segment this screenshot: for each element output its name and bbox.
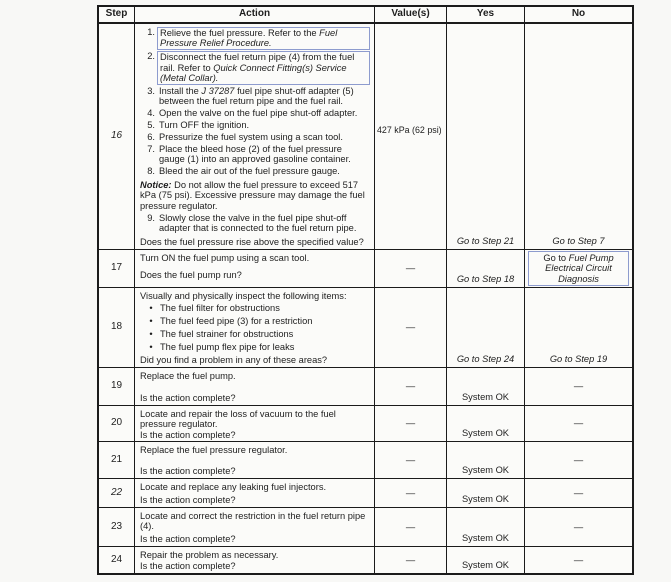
action-item xyxy=(140,120,370,130)
item-text: Turn OFF the ignition. xyxy=(159,120,250,131)
yes-text: System OK xyxy=(461,493,509,504)
header-values-label: Value(s) xyxy=(391,8,430,20)
action-item xyxy=(140,51,370,84)
action-question: Does the fuel pump run? xyxy=(140,269,242,280)
bullet-icon: • xyxy=(149,329,153,340)
step-cell xyxy=(99,368,135,406)
step-number: 17 xyxy=(110,262,123,274)
bullet-icon: • xyxy=(149,342,153,353)
action-item xyxy=(140,166,370,176)
step-number: 23 xyxy=(110,520,123,532)
item-text: Slowly close the valve in the fuel pipe shut-off adapter that is connected to the fuel return pipe. xyxy=(159,213,357,234)
value-dash: — xyxy=(405,454,416,465)
action-text: Repair the problem as necessary. xyxy=(140,550,279,560)
no-cell xyxy=(525,547,632,573)
bullet-item xyxy=(140,329,370,339)
item-text-wrap xyxy=(159,86,370,107)
yes-cell xyxy=(447,368,525,406)
item-text: Bleed the air out of the fuel pressure gauge. xyxy=(159,166,340,177)
step-number: 19 xyxy=(110,380,123,392)
step-cell xyxy=(99,406,135,442)
yes-text: System OK xyxy=(461,391,509,402)
action-question: Did you find a problem in any of these areas? xyxy=(140,355,328,366)
yes-cell xyxy=(447,250,525,288)
header-values xyxy=(375,7,447,24)
item-text-italic: J 37287 xyxy=(201,86,235,97)
no-dash: — xyxy=(573,487,584,498)
action-question: Is the action complete? xyxy=(140,392,236,403)
values-cell xyxy=(375,24,447,250)
item-text: Pressurize the fuel system using a scan tool. xyxy=(159,132,343,143)
yes-text: Go to Step 21 xyxy=(456,235,515,246)
value-dash: — xyxy=(405,381,416,392)
no-cell xyxy=(525,508,632,547)
no-dash: — xyxy=(573,418,584,429)
value-dash: — xyxy=(405,487,416,498)
action-question: Is the action complete? xyxy=(140,533,236,544)
action-cell xyxy=(135,479,375,508)
step-cell xyxy=(99,479,135,508)
header-action xyxy=(135,7,375,24)
value-dash: — xyxy=(405,521,416,532)
no-text: Go to Fuel Pump Electrical Circuit Diagnosis xyxy=(543,252,614,284)
header-step-label: Step xyxy=(105,8,128,20)
diagnostic-table xyxy=(97,5,634,575)
item-number: 9. xyxy=(147,213,155,223)
step-number: 18 xyxy=(110,321,123,333)
action-cell xyxy=(135,406,375,442)
yes-text: System OK xyxy=(461,559,509,570)
action-cell xyxy=(135,288,375,368)
no-dash: — xyxy=(573,454,584,465)
yes-text: Go to Step 18 xyxy=(456,273,515,284)
action-question: Is the action complete? xyxy=(140,465,236,476)
yes-text: System OK xyxy=(461,427,509,438)
yes-text: System OK xyxy=(461,532,509,543)
item-text: Install the xyxy=(159,86,202,97)
yes-cell xyxy=(447,288,525,368)
action-text: Replace the fuel pressure regulator. xyxy=(140,445,288,455)
step-number: 16 xyxy=(110,130,123,142)
header-action-label: Action xyxy=(238,8,271,20)
step-number: 21 xyxy=(110,453,123,465)
yes-text: System OK xyxy=(461,464,509,475)
no-text: Go to Step 7 xyxy=(552,235,605,246)
action-item xyxy=(140,27,370,50)
link-fuel-pressure-relief-procedure[interactable] xyxy=(157,27,370,50)
no-dash: — xyxy=(573,554,584,565)
action-cell xyxy=(135,368,375,406)
step-cell xyxy=(99,508,135,547)
action-text: Replace the fuel pump. xyxy=(140,371,236,381)
no-cell xyxy=(525,368,632,406)
item-text-italic: Quick Connect Fitting(s) Service (Metal Collar). xyxy=(160,62,347,84)
yes-cell xyxy=(447,406,525,442)
step-number: 20 xyxy=(110,417,123,429)
yes-cell xyxy=(447,442,525,479)
action-item xyxy=(140,213,370,234)
no-cell xyxy=(525,24,632,250)
value-dash: — xyxy=(405,418,416,429)
bullet-item xyxy=(140,316,370,326)
no-text: Go to Step 19 xyxy=(549,353,608,364)
bullet-text: The fuel filter for obstructions xyxy=(160,303,280,314)
action-question: Is the action complete? xyxy=(140,494,236,505)
bullet-icon: • xyxy=(149,316,153,327)
notice-text: Do not allow the fuel pressure to exceed 517 kPa (75 psi). Excessive pressure may damage the fuel pressure regulator. xyxy=(140,179,365,211)
values-cell xyxy=(375,368,447,406)
step-cell xyxy=(99,288,135,368)
no-cell xyxy=(525,406,632,442)
header-yes-label: Yes xyxy=(476,8,495,20)
values-cell xyxy=(375,442,447,479)
item-text: Disconnect the fuel return pipe (4) from the fuel rail. Refer to xyxy=(160,52,355,73)
bullet-item xyxy=(140,303,370,313)
step-cell xyxy=(99,442,135,479)
header-no xyxy=(525,7,632,24)
no-cell xyxy=(525,288,632,368)
action-cell xyxy=(135,442,375,479)
action-cell xyxy=(135,24,375,250)
value-dash: — xyxy=(405,322,416,333)
yes-cell xyxy=(447,547,525,573)
bullet-text: The fuel feed pipe (3) for a restriction xyxy=(160,316,313,327)
header-no-label: No xyxy=(571,8,586,20)
item-text-italic: Fuel Pressure Relief Procedure. xyxy=(160,28,338,49)
item-text: Place the bleed hose (2) of the fuel pressure gauge (1) into an approved gasoline container. xyxy=(159,144,351,165)
link-fuel-pump-electrical-circuit-diagnosis[interactable] xyxy=(528,251,629,286)
action-intro: Visually and physically inspect the following items: xyxy=(140,291,347,301)
no-cell xyxy=(525,250,632,288)
bullet-text: The fuel pump flex pipe for leaks xyxy=(160,342,295,353)
action-text: Turn ON the fuel pump using a scan tool. xyxy=(140,253,310,263)
item-number: 7. xyxy=(147,144,155,155)
no-cell xyxy=(525,442,632,479)
header-yes xyxy=(447,7,525,24)
no-dash: — xyxy=(573,381,584,392)
item-number: 1. xyxy=(147,27,155,37)
values-cell xyxy=(375,250,447,288)
item-number: 3. xyxy=(147,86,155,97)
action-cell xyxy=(135,547,375,573)
item-number: 5. xyxy=(147,120,155,131)
item-number: 2. xyxy=(147,51,155,62)
values-cell xyxy=(375,508,447,547)
yes-text: Go to Step 24 xyxy=(456,353,515,364)
header-step xyxy=(99,7,135,24)
action-cell xyxy=(135,508,375,547)
action-item xyxy=(140,144,370,165)
item-number: 8. xyxy=(147,166,155,177)
item-number: 6. xyxy=(147,132,155,143)
no-cell xyxy=(525,479,632,508)
step-cell xyxy=(99,24,135,250)
yes-cell xyxy=(447,479,525,508)
action-text: Locate and replace any leaking fuel injectors. xyxy=(140,482,327,492)
values-cell xyxy=(375,406,447,442)
action-text: Locate and correct the restriction in the fuel return pipe (4). xyxy=(140,511,366,532)
action-item xyxy=(140,132,370,142)
bullet-text: The fuel strainer for obstructions xyxy=(160,329,294,340)
yes-cell xyxy=(447,24,525,250)
item-text: Relieve the fuel pressure. Refer to the xyxy=(160,28,320,38)
item-text: fuel pipe shut-off adapter (5) between the fuel return pipe and the fuel rail. xyxy=(159,86,354,107)
no-dash: — xyxy=(573,521,584,532)
value-dash: — xyxy=(405,263,416,274)
action-question: Is the action complete? xyxy=(140,429,236,440)
step-number: 22 xyxy=(110,486,123,498)
values-cell xyxy=(375,479,447,508)
notice-paragraph xyxy=(140,180,370,211)
bullet-icon: • xyxy=(149,303,153,314)
value-text: 427 kPa (62 psi) xyxy=(377,125,442,135)
bullet-item xyxy=(140,342,370,352)
notice-label: Notice: xyxy=(140,179,172,190)
action-cell xyxy=(135,250,375,288)
step-number: 24 xyxy=(110,553,123,565)
action-question: Does the fuel pressure rise above the specified value? xyxy=(140,236,364,247)
item-text: Open the valve on the fuel pipe shut-off adapter. xyxy=(159,108,358,119)
values-cell xyxy=(375,547,447,573)
yes-cell xyxy=(447,508,525,547)
link-quick-connect-fittings-service[interactable] xyxy=(157,51,370,84)
step-cell xyxy=(99,250,135,288)
item-number: 4. xyxy=(147,108,155,119)
action-text: Locate and repair the loss of vacuum to the fuel pressure regulator. xyxy=(140,409,336,430)
action-question: Is the action complete? xyxy=(140,560,236,571)
step-cell xyxy=(99,547,135,573)
values-cell xyxy=(375,288,447,368)
value-dash: — xyxy=(405,554,416,565)
action-item xyxy=(140,86,370,107)
action-item xyxy=(140,108,370,118)
